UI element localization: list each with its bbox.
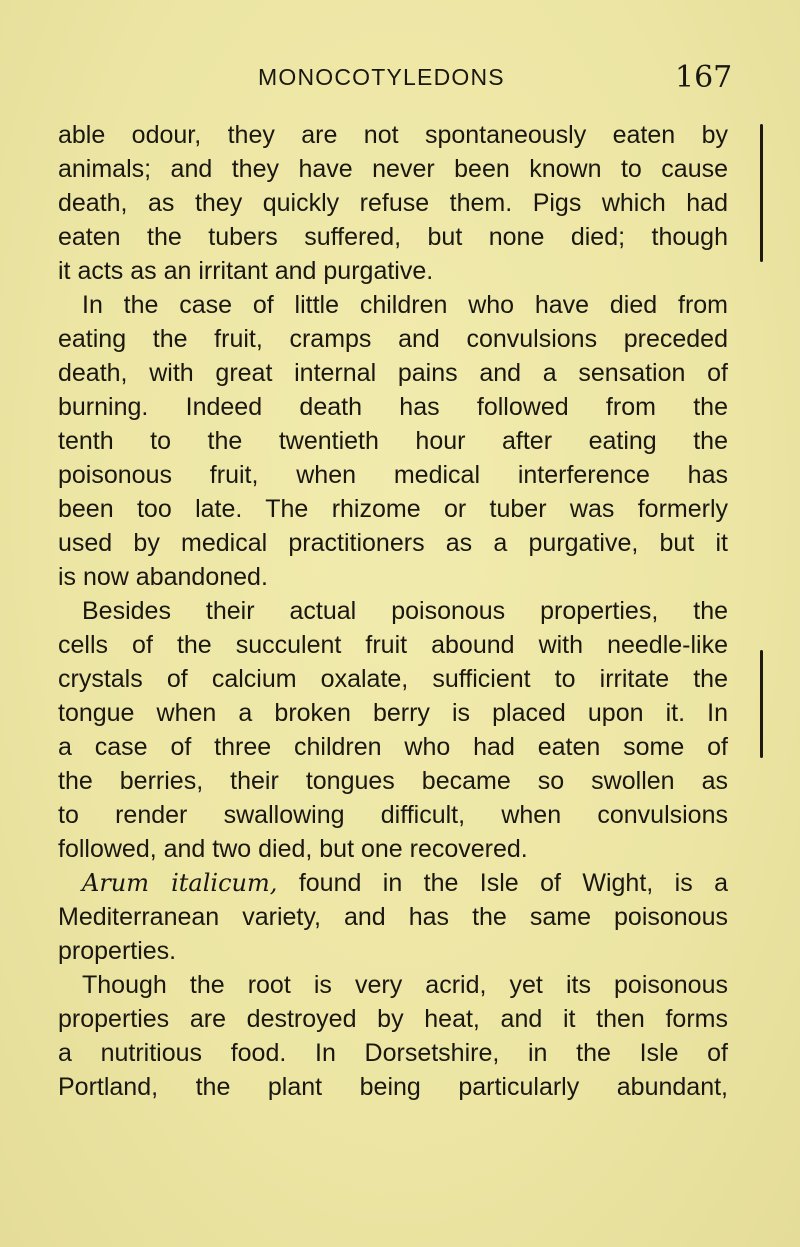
- text-line: able odour, they are not spontaneously eaten by: [58, 121, 728, 149]
- text-line: poisonous fruit, when medical interference has: [58, 461, 728, 489]
- text-line: [58, 866, 728, 900]
- text-line: is now abandoned.: [58, 563, 268, 591]
- text-line: Portland, the plant being particularly abundant,: [58, 1073, 728, 1101]
- text-line: a case of three children who had eaten some of: [58, 733, 728, 761]
- text-line: to render swallowing difficult, when convulsions: [58, 801, 728, 829]
- text-line: followed, and two died, but one recovered.: [58, 835, 528, 863]
- margin-mark-middle: [760, 650, 763, 758]
- text-line: death, with great internal pains and a sensation of: [58, 359, 728, 387]
- text-line: Though the root is very acrid, yet its poisonous: [82, 971, 728, 999]
- text-line: eaten the tubers suffered, but none died; though: [58, 223, 728, 251]
- text-line: properties.: [58, 937, 177, 965]
- text-line: used by medical practitioners as a purgative, but it: [58, 529, 728, 557]
- text-line: In the case of little children who have died from: [82, 291, 728, 319]
- text-line: it acts as an irritant and purgative.: [58, 257, 434, 285]
- running-head: [0, 60, 800, 100]
- text-line: Besides their actual poisonous properties, the: [82, 597, 728, 625]
- margin-mark-top: [760, 124, 763, 262]
- text-line: crystals of calcium oxalate, sufficient to irritate the: [58, 665, 728, 693]
- text-line: been too late. The rhizome or tuber was formerly: [58, 495, 728, 523]
- text-line: Mediterranean variety, and has the same poisonous: [58, 903, 728, 931]
- text-line: animals; and they have never been known to cause: [58, 155, 728, 183]
- page-number: 167: [675, 60, 733, 95]
- text-line: tenth to the twentieth hour after eating the: [58, 427, 728, 455]
- text-line-rest: found in the Isle of Wight, is a: [298, 869, 728, 897]
- text-line: cells of the succulent fruit abound with needle-like: [58, 631, 728, 659]
- text-line: a nutritious food. In Dorsetshire, in the Isle of: [58, 1039, 728, 1067]
- running-title: MONOCOTYLEDONS: [258, 64, 505, 90]
- body-text: [58, 118, 728, 1104]
- text-line: eating the fruit, cramps and convulsions preceded: [58, 325, 728, 353]
- text-line: death, as they quickly refuse them. Pigs which had: [58, 189, 728, 217]
- text-line: properties are destroyed by heat, and it then forms: [58, 1005, 728, 1033]
- species-name: Arum italicum,: [82, 869, 278, 897]
- text-line: burning. Indeed death has followed from the: [58, 393, 728, 421]
- text-line: the berries, their tongues became so swollen as: [58, 767, 728, 795]
- text-line: tongue when a broken berry is placed upon it. In: [58, 699, 728, 727]
